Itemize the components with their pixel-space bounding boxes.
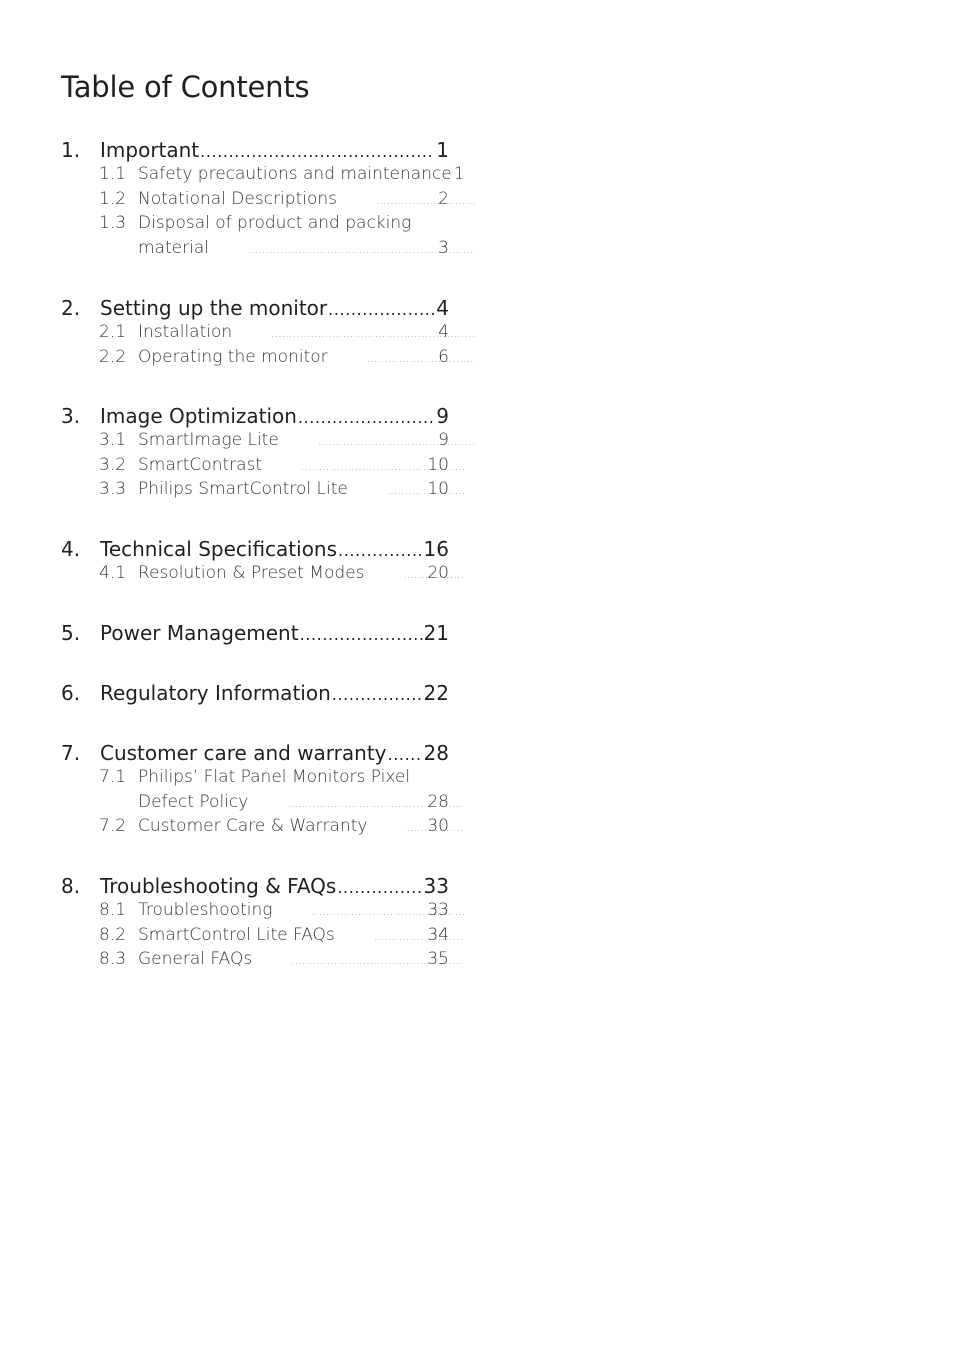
toc-subsection-entry[interactable] bbox=[61, 187, 449, 211]
dot-leader bbox=[200, 137, 435, 165]
section-page-number: 1 bbox=[436, 138, 449, 162]
subsection-label: Safety precautions and maintenance bbox=[138, 164, 452, 184]
toc-subsection-entry[interactable] bbox=[61, 320, 449, 344]
section-page-number: 21 bbox=[423, 621, 449, 645]
subsection-page-number: 33 bbox=[427, 900, 449, 920]
dot-leader bbox=[367, 345, 476, 372]
dot-leader bbox=[376, 187, 475, 214]
section-page-number: 16 bbox=[423, 537, 449, 561]
dot-leader bbox=[403, 561, 464, 588]
dot-leader bbox=[248, 236, 475, 263]
subsection-page-number: 35 bbox=[427, 949, 449, 969]
toc-section-entry[interactable] bbox=[61, 620, 449, 646]
subsection-label: General FAQs bbox=[138, 949, 253, 969]
subsection-number: 8.2 bbox=[99, 924, 127, 945]
subsection-number: 1.2 bbox=[99, 188, 127, 209]
section-number: 6. bbox=[61, 681, 81, 705]
dot-leader bbox=[387, 477, 465, 504]
toc-subsection-entry[interactable] bbox=[61, 477, 449, 501]
subsection-number: 3.3 bbox=[99, 479, 127, 499]
section-label: Power Management bbox=[100, 621, 299, 645]
subsection-label: Operating the monitor bbox=[138, 346, 328, 367]
subsection-label-continued: material bbox=[138, 237, 209, 258]
subsection-number: 8.3 bbox=[99, 949, 127, 969]
section-label: Regulatory Information bbox=[100, 681, 331, 705]
subsection-label: SmartControl Lite FAQs bbox=[138, 924, 335, 945]
subsection-number: 1.1 bbox=[99, 164, 127, 184]
subsection-page-number: 28 bbox=[427, 791, 449, 812]
section-label: Troubleshooting & FAQs bbox=[100, 874, 337, 898]
subsection-label: Philips SmartControl Lite bbox=[138, 479, 348, 499]
subsection-page-number: 4 bbox=[438, 322, 449, 342]
subsection-page-number: 2 bbox=[438, 188, 449, 209]
toc-section-entry[interactable] bbox=[61, 873, 449, 899]
section-label: Setting up the monitor bbox=[100, 296, 328, 320]
subsection-page-number: 1 bbox=[453, 164, 465, 184]
dot-leader bbox=[298, 403, 435, 431]
subsection-page-number: 3 bbox=[438, 237, 449, 258]
dot-leader bbox=[328, 295, 435, 323]
subsection-page-number: 9 bbox=[438, 430, 449, 450]
section-number: 7. bbox=[61, 741, 81, 765]
section-number: 4. bbox=[61, 537, 81, 561]
page-title: Table of Contents bbox=[61, 70, 310, 104]
toc-subsection-entry[interactable] bbox=[61, 428, 449, 452]
dot-leader bbox=[337, 873, 422, 901]
subsection-page-number: 30 bbox=[427, 816, 449, 836]
section-label: Technical Specifications bbox=[100, 537, 338, 561]
section-page-number: 33 bbox=[423, 874, 449, 898]
dot-leader bbox=[311, 898, 464, 925]
toc-subsection-continuation[interactable] bbox=[61, 236, 449, 260]
toc-subsection-entry[interactable] bbox=[61, 453, 449, 477]
dot-leader bbox=[318, 428, 475, 455]
section-page-number: 22 bbox=[423, 681, 449, 705]
section-label: Image Optimization bbox=[100, 404, 297, 428]
toc-subsection-continuation[interactable] bbox=[61, 790, 449, 814]
toc-section-entry[interactable] bbox=[61, 680, 449, 706]
section-label: Customer care and warranty bbox=[100, 741, 387, 765]
toc-section-entry[interactable] bbox=[61, 295, 449, 321]
subsection-label: SmartImage Lite bbox=[138, 430, 279, 450]
toc-section-entry[interactable] bbox=[61, 536, 449, 562]
subsection-number: 4.1 bbox=[99, 563, 127, 583]
dot-leader bbox=[374, 923, 465, 950]
section-number: 3. bbox=[61, 404, 81, 428]
subsection-label: Installation bbox=[138, 322, 233, 342]
toc-section-entry[interactable] bbox=[61, 137, 449, 163]
subsection-number: 1.3 bbox=[99, 213, 127, 233]
toc-subsection-entry[interactable] bbox=[61, 162, 465, 186]
dot-leader bbox=[332, 680, 423, 708]
section-page-number: 9 bbox=[436, 404, 449, 428]
dot-leader bbox=[291, 947, 464, 974]
dot-leader bbox=[300, 620, 423, 648]
toc-subsection-entry[interactable] bbox=[61, 561, 449, 585]
subsection-number: 2.1 bbox=[99, 322, 127, 342]
subsection-page-number: 6 bbox=[438, 346, 449, 367]
toc-subsection-entry[interactable] bbox=[61, 345, 449, 369]
toc-subsection-entry[interactable] bbox=[61, 898, 449, 922]
subsection-label: Resolution & Preset Modes bbox=[138, 563, 365, 583]
section-number: 8. bbox=[61, 874, 81, 898]
dot-leader bbox=[271, 320, 475, 347]
subsection-label: Troubleshooting bbox=[138, 900, 273, 920]
subsection-label: SmartContrast bbox=[138, 454, 263, 475]
subsection-number: 8.1 bbox=[99, 900, 127, 920]
subsection-number: 3.1 bbox=[99, 430, 127, 450]
toc-section-entry[interactable] bbox=[61, 403, 449, 429]
section-number: 1. bbox=[61, 138, 81, 162]
subsection-page-number: 10 bbox=[427, 479, 449, 499]
section-number: 5. bbox=[61, 621, 81, 645]
subsection-label: Notational Descriptions bbox=[138, 188, 337, 209]
toc-section-entry[interactable] bbox=[61, 740, 449, 766]
subsection-number: 7.2 bbox=[99, 816, 127, 836]
toc-subsection-entry[interactable] bbox=[61, 947, 449, 971]
subsection-page-number: 34 bbox=[427, 924, 449, 945]
section-page-number: 28 bbox=[423, 741, 449, 765]
section-label: Important bbox=[100, 138, 200, 162]
dot-leader bbox=[338, 536, 423, 564]
dot-leader bbox=[287, 790, 464, 817]
dot-leader bbox=[406, 814, 464, 841]
subsection-page-number: 20 bbox=[427, 563, 449, 583]
toc-subsection-entry[interactable] bbox=[61, 814, 449, 838]
toc-subsection-entry[interactable] bbox=[61, 923, 449, 947]
dot-leader bbox=[388, 740, 423, 768]
toc-subsection-entry[interactable] bbox=[61, 765, 449, 789]
toc-subsection-entry[interactable] bbox=[61, 211, 449, 235]
subsection-page-number: 10 bbox=[427, 454, 449, 475]
subsection-number: 3.2 bbox=[99, 454, 127, 475]
subsection-number: 7.1 bbox=[99, 767, 127, 787]
subsection-label: Philips’ Flat Panel Monitors Pixel bbox=[138, 767, 411, 787]
subsection-number: 2.2 bbox=[99, 346, 127, 367]
dot-leader bbox=[301, 453, 464, 480]
subsection-label: Disposal of product and packing bbox=[138, 213, 412, 233]
subsection-label: Customer Care & Warranty bbox=[138, 816, 368, 836]
section-page-number: 4 bbox=[436, 296, 449, 320]
section-number: 2. bbox=[61, 296, 81, 320]
subsection-label-continued: Defect Policy bbox=[138, 791, 249, 812]
